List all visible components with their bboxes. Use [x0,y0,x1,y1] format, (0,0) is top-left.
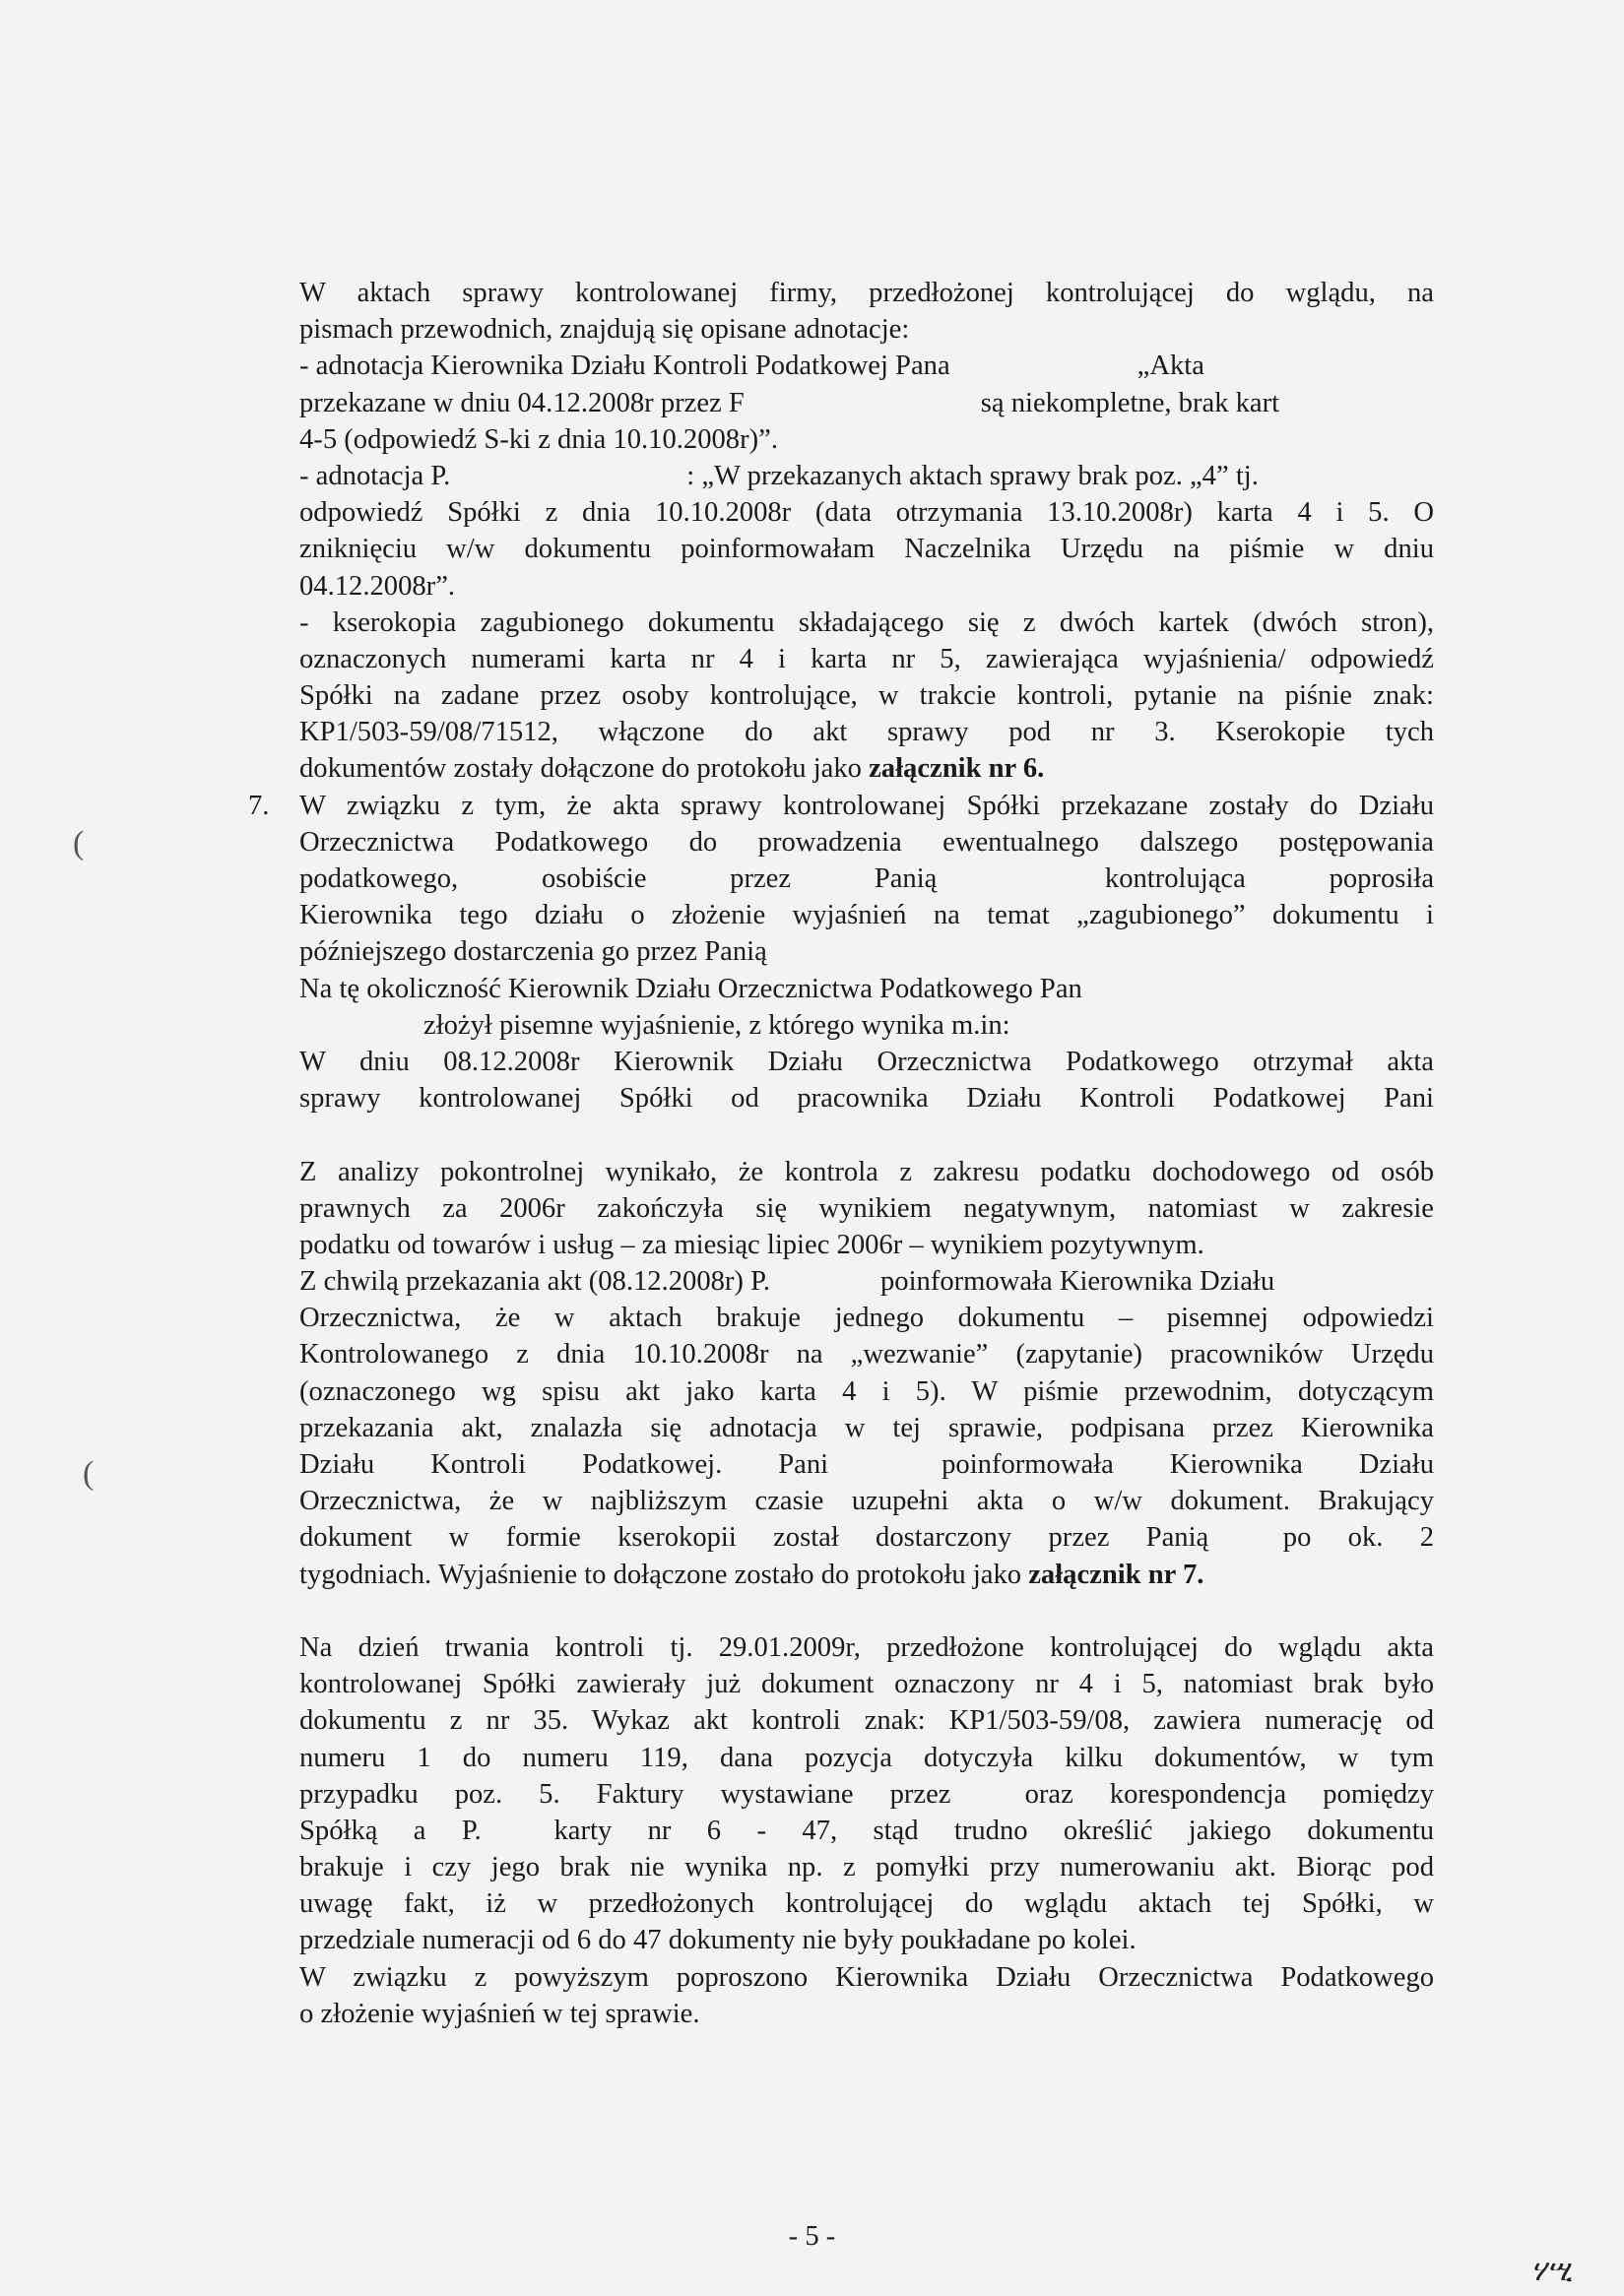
text-line: numeru 1 do numeru 119, dana pozycja dotyczyła kilku dokumentów, w tym [299,1742,1434,1773]
text-line: brakuje i czy jego brak nie wynika np. z pomyłki przy numerowaniu akt. Biorąc pod [299,1852,1434,1883]
blank-line [299,1593,1434,1629]
text-line [299,1007,1434,1044]
text-line [299,385,1434,421]
text-line [299,1446,1434,1483]
text-line: W aktach sprawy kontrolowanej firmy, przedłożonej kontrolującej do wglądu, na [299,278,1434,308]
text-segment: podatkowego, osobiście przez Panią [299,863,938,894]
text-line: podatku od towarów i usług – za miesiąc lipiec 2006r – wynikiem pozytywnym. [299,1229,1204,1260]
text-line: uwagę fakt, iż w przedłożonych kontrolującej do wglądu aktach tej Spółki, w [299,1888,1434,1920]
text-segment: oraz korespondencja pomiędzy [1024,1778,1434,1810]
handwritten-initials: ሃሢ [1530,2255,1573,2287]
text-line [299,1519,1434,1556]
text-segment: dokument w formie kserokopii został dostarczony przez Panią [299,1522,1209,1554]
text-line: Na dzień trwania kontroli tj. 29.01.2009r, przedłożone kontrolującej do wglądu akta [299,1631,1434,1663]
text-line: późniejszego dostarczenia go przez Panią [299,936,767,968]
text-segment: poinformowała Kierownika Działu [942,1449,1434,1480]
text-segment: tygodniach. Wyjaśnienie to dołączone zostało do protokołu jako [299,1559,1029,1590]
text-segment: przekazane w dniu 04.12.2008r przez F [299,387,745,418]
text-line: Orzecznictwa, że w aktach brakuje jednego dokumentu – pisemnej odpowiedzi [299,1303,1434,1334]
text-line: o złożenie wyjaśnień w tej sprawie. [299,1998,700,2029]
margin-bracket-mark: ( [83,1455,95,1492]
text-line [299,1776,1434,1813]
text-line: oznaczonych numerami karta nr 4 i karta nr 5, zawierająca wyjaśnienia/ odpowiedź [299,643,1434,674]
text-segment: poinformowała Kierownika Działu [879,1266,1275,1298]
text-line: Spółki na zadane przez osoby kontrolujące, w trakcie kontroli, pytanie na piśnie znak: [299,680,1434,712]
text-segment: - adnotacja P. [299,460,451,491]
text-segment: Spółką a P. [299,1815,482,1846]
margin-bracket-mark: ( [73,825,85,861]
text-segment: są niekompletne, brak kart [980,387,1280,418]
text-segment: po ok. 2 [1282,1522,1434,1554]
text-line: 04.12.2008r”. [299,570,456,602]
text-line: zniknięciu w/w dokumentu poinformowałam Naczelnika Urzędu na piśmie w dniu [299,534,1434,565]
text-line: 4-5 (odpowiedź S-ki z dnia 10.10.2008r)”. [299,423,778,455]
text-segment: kontrolująca poprosiła [1104,863,1435,894]
text-line [299,458,1434,494]
text-segment: przypadku poz. 5. Faktury wystawiane przez [299,1778,951,1810]
text-line: przekazania akt, znalazła się adnotacja w tej sprawie, podpisana przez Kierownika [299,1412,1434,1443]
text-line [299,750,1434,787]
text-line: odpowiedź Spółki z dnia 10.10.2008r (data otrzymania 13.10.2008r) karta 4 i 5. O [299,497,1434,529]
text-segment: Z chwilą przekazania akt (08.12.2008r) P. [299,1266,770,1298]
text-line: Na tę okoliczność Kierownik Działu Orzecznictwa Podatkowego Pan [299,973,1082,1004]
text-line: Orzecznictwa, że w najbliższym czasie uzupełni akta o w/w dokument. Brakujący [299,1486,1434,1517]
page-number: - 5 - [788,2221,836,2252]
text-segment: „Akta [1137,351,1204,382]
text-line: Kierownika tego działu o złożenie wyjaśnień na temat „zagubionego” dokumentu i [299,900,1434,931]
text-line: dokumentu z nr 35. Wykaz akt kontroli znak: KP1/503-59/08, zawiera numerację od [299,1705,1434,1737]
text-line: pismach przewodnich, znajdują się opisane adnotacje: [299,314,910,346]
text-line: - kserokopia zagubionego dokumentu składającego się z dwóch kartek (dwóch stron), [299,606,1434,638]
text-line: kontrolowanej Spółki zawierały już dokument oznaczony nr 4 i 5, natomiast brak było [299,1669,1434,1700]
text-segment: karty nr 6 - 47, stąd trudno określić jakiego dokumentu [553,1815,1434,1846]
text-line: sprawy kontrolowanej Spółki od pracownika Działu Kontroli Podatkowej Pani [299,1083,1434,1115]
text-segment: Działu Kontroli Podatkowej. Pani [299,1449,829,1480]
text-line: W dniu 08.12.2008r Kierownik Działu Orzecznictwa Podatkowego otrzymał akta [299,1046,1434,1077]
text-line [299,348,1434,384]
attachment-reference: załącznik nr 6. [869,753,1045,785]
text-line: (oznaczonego wg spisu akt jako karta 4 i 5). W piśmie przewodnim, dotyczącym [299,1375,1434,1407]
text-line: Kontrolowanego z dnia 10.10.2008r na „wezwanie” (zapytanie) pracowników Urzędu [299,1339,1434,1371]
text-line: KP1/503-59/08/71512, włączone do akt sprawy pod nr 3. Kserokopie tych [299,717,1434,748]
list-number: 7. [248,790,270,821]
text-segment: dokumentów zostały dołączone do protokołu jako [299,753,870,785]
text-line [299,1557,1434,1593]
text-line [299,1263,1434,1300]
text-segment: złożył pisemne wyjaśnienie, z którego wynika m.in: [423,1009,1010,1041]
text-segment: : „W przekazanych aktach sprawy brak poz. „4” tj. [686,460,1259,491]
text-line [248,788,1434,824]
text-line [299,861,1434,897]
document-body [248,275,1435,2032]
text-segment: - adnotacja Kierownika Działu Kontroli Podatkowej Pana [299,351,950,382]
text-line: W związku z powyższym poproszono Kierownika Działu Orzecznictwa Podatkowego [299,1961,1434,1993]
attachment-reference: załącznik nr 7. [1028,1559,1204,1590]
text-line: prawnych za 2006r zakończyła się wynikiem negatywnym, natomiast w zakresie [299,1192,1434,1224]
text-line: przedziale numeracji od 6 do 47 dokumenty nie były poukładane po kolei. [299,1925,1137,1956]
blank-line [299,1116,1434,1153]
text-line: Orzecznictwa Podatkowego do prowadzenia ewentualnego dalszego postępowania [299,826,1434,858]
text-segment: W związku z tym, że akta sprawy kontrolowanej Spółki przekazane zostały do Działu [299,790,1434,821]
text-line [299,1813,1434,1849]
text-line: Z analizy pokontrolnej wynikało, że kontrola z zakresu podatku dochodowego od osób [299,1156,1434,1187]
